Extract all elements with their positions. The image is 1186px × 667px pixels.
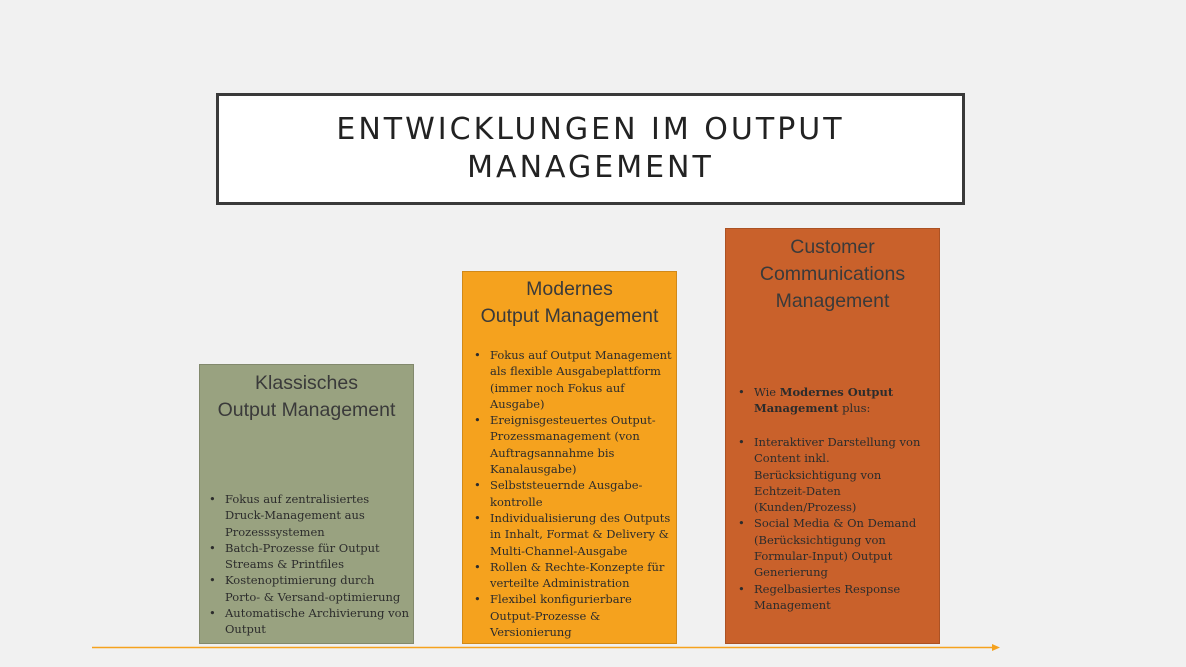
list-item: • Ereignisgesteuertes Output-Prozessmanagement (von Auftragsannahme bis Kanalausgabe) [470, 412, 672, 477]
bullet-list [205, 491, 409, 638]
list-item: • Social Media & On Demand (Berücksichtigung von Formular-Input) Output Generierung [734, 515, 935, 580]
list-item: • Automatische Archivierung von Output [205, 605, 409, 638]
list-item: • Batch-Prozesse für Output Streams & Printfiles [205, 540, 409, 573]
slide-title: ENTWICKLUNGEN IM OUTPUT MANAGEMENT [336, 112, 845, 185]
intro-prefix: Wie [754, 385, 780, 399]
list-item: • Interaktiver Darstellung von Content inkl. Berücksichtigung von Echtzeit-Daten (Kunden/Prozess) [734, 434, 935, 515]
column-heading: Klassisches Output Management [217, 372, 396, 421]
column-modern-output-management [462, 271, 677, 644]
column-heading: Customer Communications Management [759, 236, 906, 312]
list-item: • Selbststeuernde Ausgabe-kontrolle [470, 477, 672, 510]
arrow-head-icon [992, 644, 1000, 651]
intro-suffix: plus: [838, 401, 871, 416]
list-item: • Rollen & Rechte-Konzepte für verteilte Administration [470, 559, 672, 592]
intro-item [734, 384, 933, 417]
bullet-list [470, 347, 672, 640]
intro-list [734, 384, 933, 417]
list-item: • Kostenoptimierung durch Porto- & Versand-optimierung [205, 572, 409, 605]
column-classic-output-management [199, 364, 414, 644]
intro-bold: Modernes Output Management [754, 385, 894, 416]
title-box [216, 93, 965, 205]
column-heading: Modernes Output Management [480, 278, 659, 327]
list-item: • Flexibel konfigurierbare Output-Prozesse & Versionierung [470, 591, 672, 640]
column-customer-communications-management [725, 228, 940, 644]
list-item: • Fokus auf zentralisiertes Druck-Management aus Prozesssystemen [205, 491, 409, 540]
list-item: • Individualisierung des Outputs in Inhalt, Format & Delivery & Multi-Channel-Ausgabe [470, 510, 672, 559]
list-item: • Fokus auf Output Management als flexible Ausgabeplattform (immer noch Fokus auf Ausgabe) [470, 347, 672, 412]
bullet-list [734, 434, 935, 613]
list-item: • Regelbasiertes Response Management [734, 581, 935, 614]
